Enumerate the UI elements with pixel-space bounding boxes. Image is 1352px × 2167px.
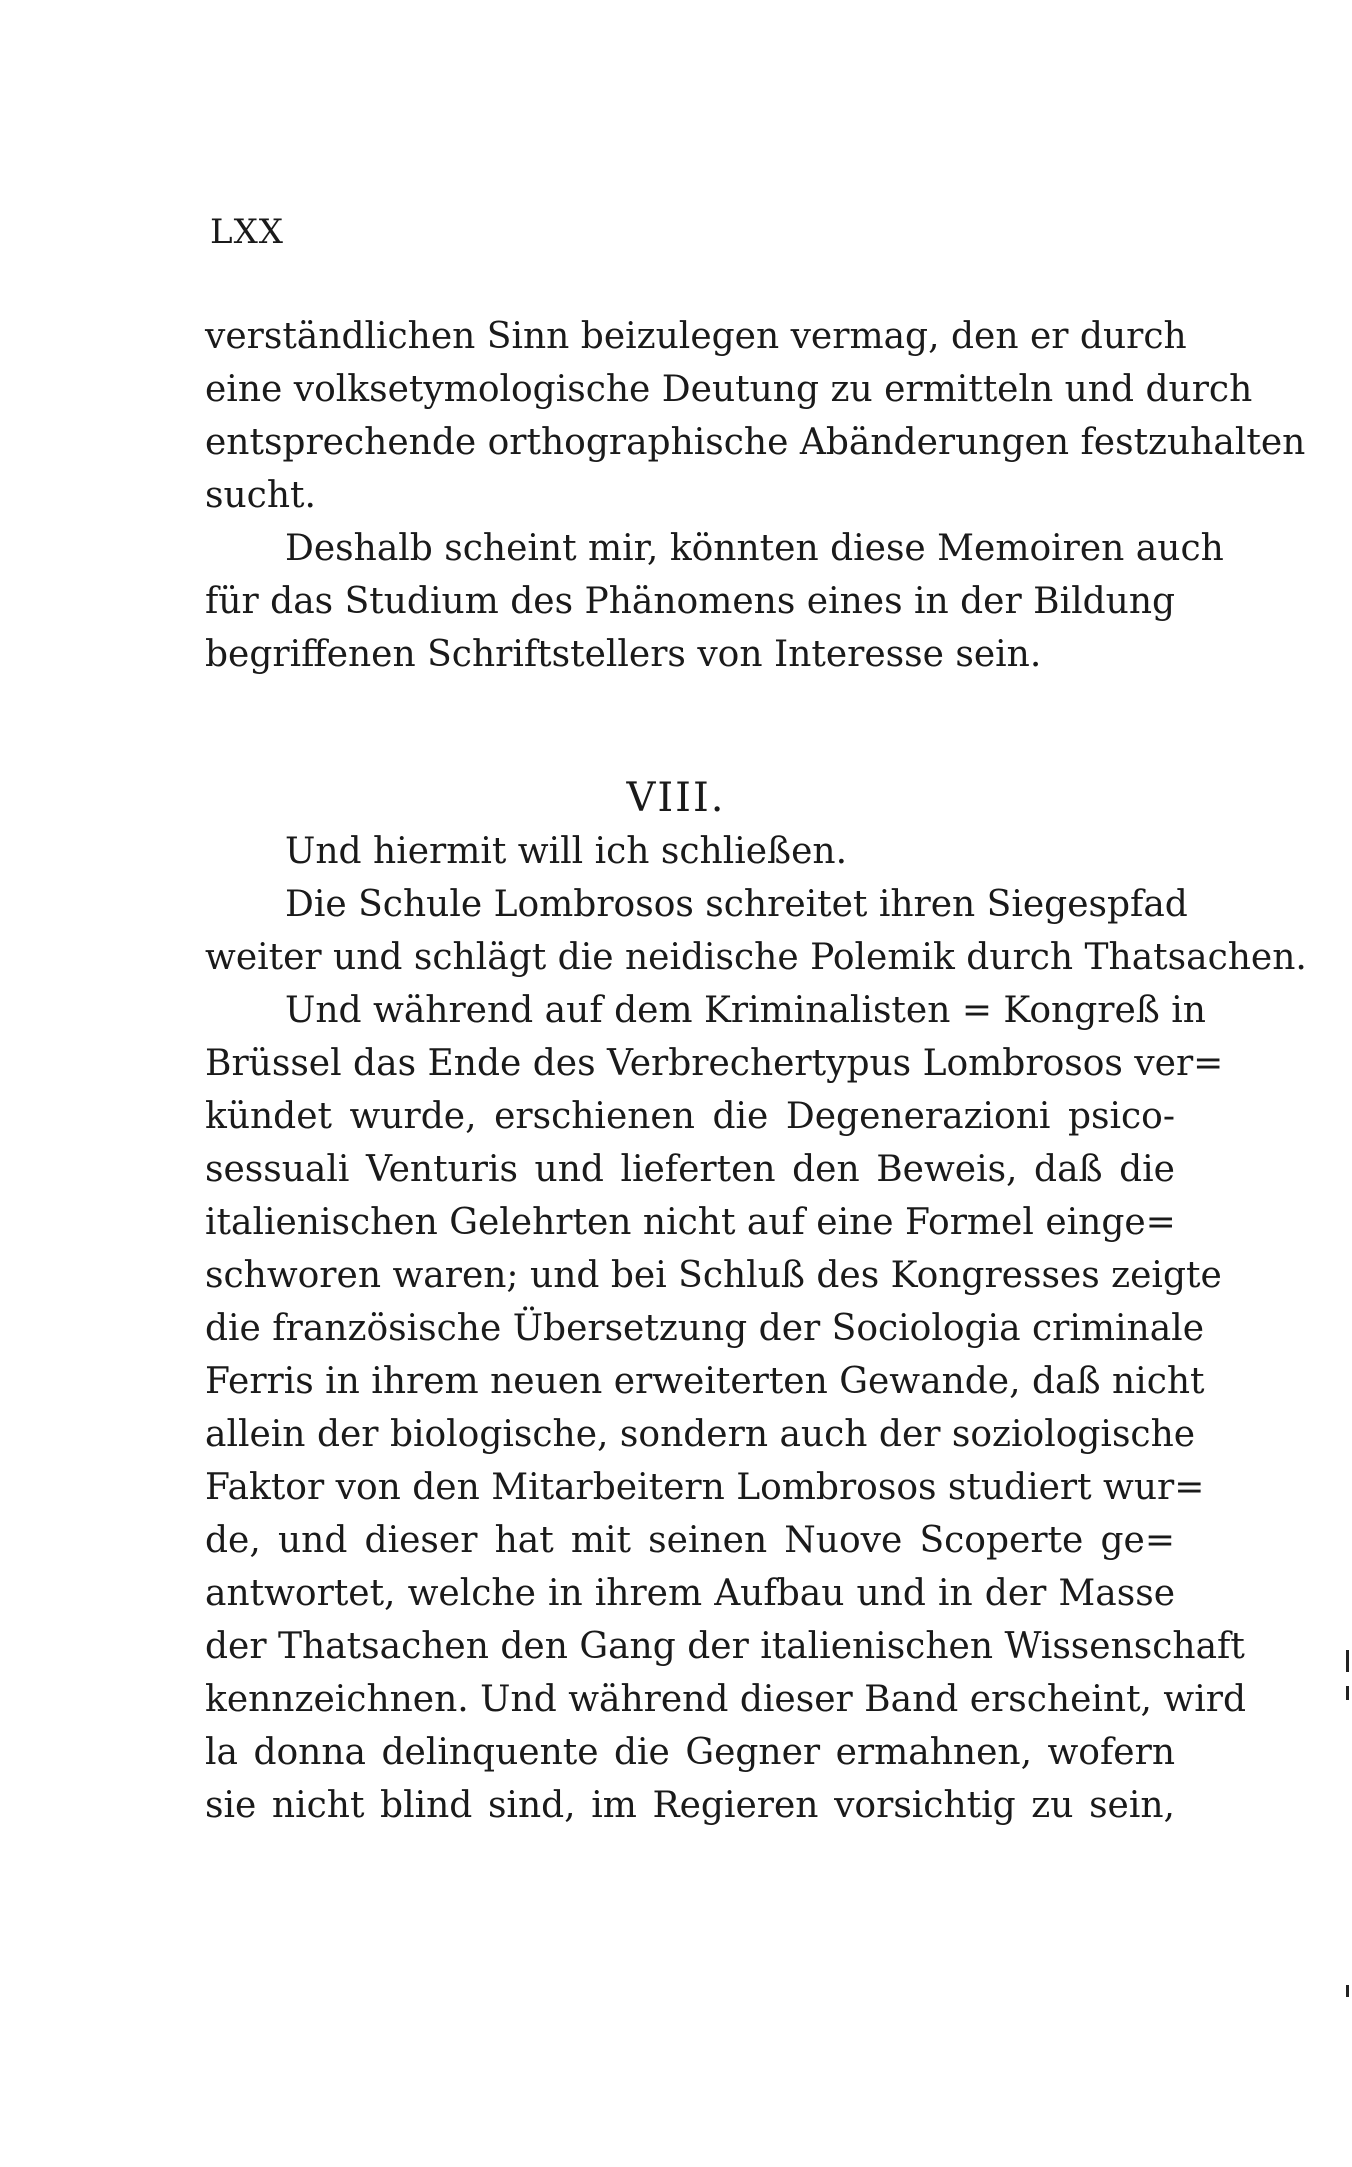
text-line: sessuali Venturis und lieferten den Beweis, daß die xyxy=(205,1149,1175,1190)
text-line: begriffenen Schriftstellers von Interesse sein. xyxy=(205,634,1042,675)
text-line: verständlichen Sinn beizulegen vermag, den er durch xyxy=(205,316,1187,357)
text-line: la donna delinquente die Gegner ermahnen, wofern xyxy=(205,1732,1175,1773)
text-line: Ferris in ihrem neuen erweiterten Gewande, daß nicht xyxy=(205,1361,1205,1402)
text-line: Brüssel das Ende des Verbrechertypus Lombrosos ver= xyxy=(205,1043,1224,1084)
text-line: sucht. xyxy=(205,475,316,516)
text-line: de, und dieser hat mit seinen Nuove Scoperte ge= xyxy=(205,1520,1175,1561)
paragraph xyxy=(205,522,1224,681)
text-line: weiter und schlägt die neidische Polemik durch Thatsachen. xyxy=(205,937,1307,978)
text-block-lower xyxy=(205,825,1307,1832)
text-line: italienischen Gelehrten nicht auf eine Formel einge= xyxy=(205,1202,1176,1243)
text-line: die französische Übersetzung der Sociologia criminale xyxy=(205,1308,1204,1349)
text-line: für das Studium des Phänomens eines in der Bildung xyxy=(205,581,1176,622)
text-line: kündet wurde, erschienen die Degenerazioni psico- xyxy=(205,1096,1175,1137)
text-line: antwortet, welche in ihrem Aufbau und in der Masse xyxy=(205,1573,1175,1614)
text-line: Und hiermit will ich schließen. xyxy=(285,831,848,872)
paragraph xyxy=(205,310,1306,522)
page-number: LXX xyxy=(210,212,284,252)
text-block-upper xyxy=(205,310,1306,681)
text-line: entsprechende orthographische Abänderungen festzuhalten xyxy=(205,422,1306,463)
text-line: eine volksetymologische Deutung zu ermitteln und durch xyxy=(205,369,1253,410)
text-line: der Thatsachen den Gang der italienischen Wissenschaft xyxy=(205,1626,1245,1667)
paragraph xyxy=(205,878,1307,984)
text-line: allein der biologische, sondern auch der soziologische xyxy=(205,1414,1196,1455)
paragraph xyxy=(205,825,1175,878)
paragraph xyxy=(205,984,1247,1832)
margin-mark xyxy=(1346,1686,1349,1700)
text-line: Die Schule Lombrosos schreitet ihren Siegespfad xyxy=(285,884,1188,925)
text-line: sie nicht blind sind, im Regieren vorsichtig zu sein, xyxy=(205,1785,1175,1826)
section-heading: VIII. xyxy=(626,775,726,821)
margin-mark xyxy=(1346,1985,1349,1997)
text-line: schworen waren; und bei Schluß des Kongresses zeigte xyxy=(205,1255,1222,1296)
text-line: Deshalb scheint mir, könnten diese Memoiren auch xyxy=(285,528,1224,569)
margin-mark xyxy=(1346,1650,1349,1672)
text-line: kennzeichnen. Und während dieser Band erscheint, wird xyxy=(205,1679,1247,1720)
text-line: Und während auf dem Kriminalisten = Kongreß in xyxy=(285,990,1206,1031)
text-line: Faktor von den Mitarbeitern Lombrosos studiert wur= xyxy=(205,1467,1205,1508)
